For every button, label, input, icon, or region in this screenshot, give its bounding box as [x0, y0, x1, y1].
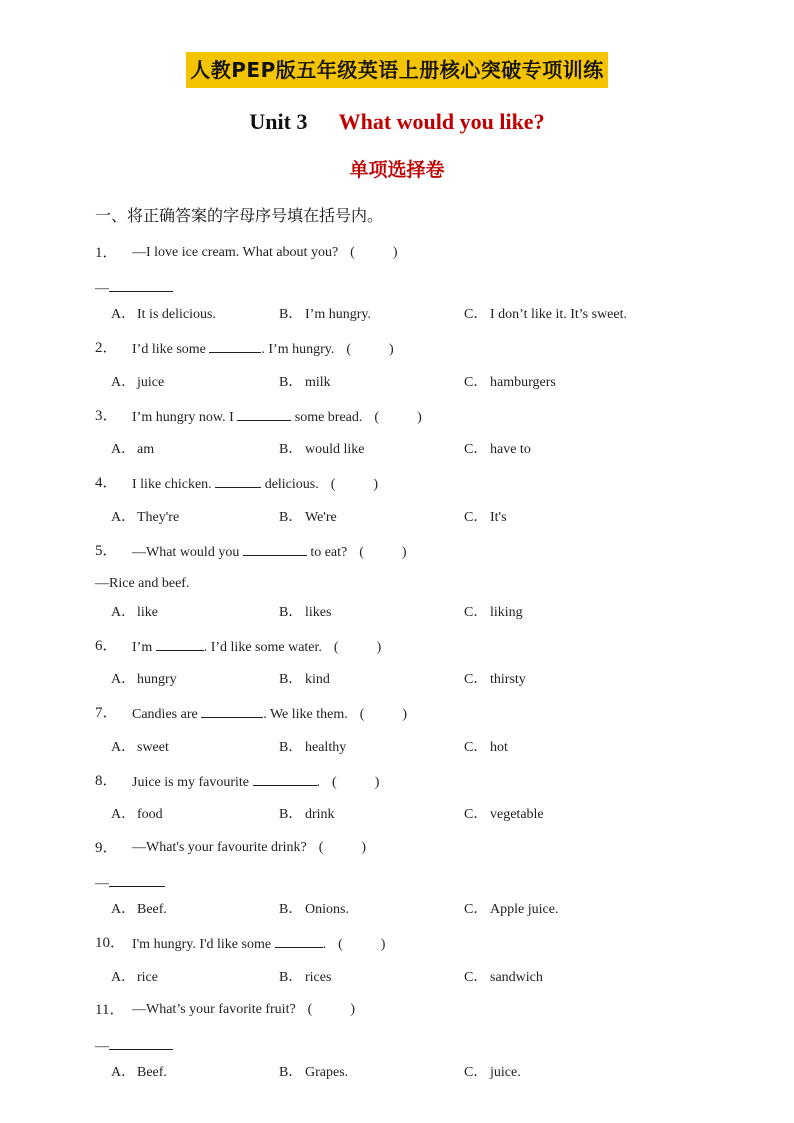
- option-text: am: [137, 442, 155, 457]
- option-text: It's: [490, 510, 507, 525]
- paren-close: ): [401, 545, 407, 560]
- option-text: hamburgers: [490, 375, 556, 390]
- option-letter: C．: [464, 1065, 488, 1080]
- paren-close: ): [373, 477, 379, 492]
- option-text: rice: [137, 970, 158, 985]
- option-b[interactable]: [279, 738, 346, 758]
- section-title: 一、将正确答案的字母序号填在括号内。: [95, 206, 384, 225]
- option-c[interactable]: [464, 805, 544, 825]
- question-number: 9．: [95, 840, 118, 856]
- reply-prefix: —: [95, 1039, 109, 1054]
- option-letter: B．: [279, 605, 303, 620]
- answer-parentheses[interactable]: [332, 773, 379, 793]
- question-stem: I’m hungry now. I: [132, 410, 238, 425]
- answer-parentheses[interactable]: [334, 638, 381, 658]
- option-text: hot: [490, 740, 508, 755]
- unit-heading: [0, 108, 794, 136]
- unit-title: What would you like?: [338, 109, 545, 134]
- option-text: I’m hungry.: [305, 307, 371, 322]
- paren-open: (: [318, 840, 324, 855]
- option-letter: C．: [464, 375, 488, 390]
- answer-parentheses[interactable]: [359, 543, 406, 563]
- reply-blank[interactable]: [109, 1035, 173, 1050]
- reply-text: [95, 574, 189, 594]
- reply-blank[interactable]: [109, 872, 165, 887]
- answer-parentheses[interactable]: [338, 935, 385, 955]
- question-text: [132, 838, 366, 858]
- option-text: Beef.: [137, 902, 167, 917]
- option-letter: C．: [464, 510, 488, 525]
- paren-close: ): [374, 775, 380, 790]
- answer-parentheses[interactable]: [374, 408, 421, 428]
- option-c[interactable]: [464, 738, 508, 758]
- question-number: 5．: [95, 543, 118, 559]
- option-c[interactable]: [464, 1063, 521, 1083]
- question-text: [132, 243, 398, 263]
- reply-prefix: —: [95, 281, 109, 296]
- option-b[interactable]: [279, 968, 331, 988]
- option-c[interactable]: [464, 968, 543, 988]
- option-b[interactable]: [279, 508, 337, 528]
- question-stem: —What's your favourite drink?: [132, 840, 307, 855]
- option-letter: A．: [111, 307, 136, 322]
- option-c[interactable]: [464, 440, 531, 460]
- question-number: 10．: [95, 935, 126, 951]
- option-letter: C．: [464, 672, 488, 687]
- answer-parentheses[interactable]: [350, 243, 397, 263]
- paren-open: (: [332, 775, 337, 790]
- option-letter: C．: [464, 605, 488, 620]
- question-stem: —What would you: [132, 545, 243, 560]
- option-letter: C．: [464, 442, 488, 457]
- question-text: [132, 1000, 355, 1020]
- question-number: 4．: [95, 475, 118, 491]
- option-a[interactable]: [111, 805, 163, 825]
- option-text: food: [137, 807, 163, 822]
- reply-prefix: —: [95, 876, 109, 891]
- question-stem: I’m: [132, 640, 156, 655]
- option-letter: B．: [279, 510, 303, 525]
- option-b[interactable]: [279, 805, 335, 825]
- option-letter: A．: [111, 375, 136, 390]
- question-number: 6．: [95, 638, 118, 654]
- option-letter: B．: [279, 442, 303, 457]
- option-a[interactable]: [111, 738, 169, 758]
- question-stem-tail: .: [322, 937, 327, 952]
- option-a[interactable]: [111, 1063, 167, 1083]
- option-text: likes: [305, 605, 332, 620]
- option-a[interactable]: [111, 440, 154, 460]
- option-letter: A．: [111, 807, 136, 822]
- option-a[interactable]: [111, 508, 179, 528]
- question-stem: I like chicken.: [132, 477, 216, 492]
- option-text: healthy: [305, 740, 347, 755]
- option-text: sandwich: [490, 970, 543, 985]
- option-a[interactable]: [111, 900, 167, 920]
- option-a[interactable]: [111, 373, 164, 393]
- question-number: 7．: [95, 705, 118, 721]
- question-stem: —What’s your favorite fruit?: [132, 1002, 296, 1017]
- question-text: [132, 933, 385, 955]
- option-letter: A．: [111, 510, 136, 525]
- question-stem-tail: . We like them.: [263, 707, 348, 722]
- option-letter: B．: [279, 807, 303, 822]
- question-text: [132, 636, 381, 658]
- paren-open: (: [307, 1002, 313, 1017]
- question-text: [132, 771, 379, 793]
- option-text: I don’t like it. It’s sweet.: [490, 307, 627, 322]
- question-stem: I'm hungry. I'd like some: [132, 937, 275, 952]
- reply-blank[interactable]: [109, 277, 173, 292]
- answer-blank[interactable]: [156, 636, 204, 651]
- option-letter: C．: [464, 307, 488, 322]
- question-number: 11．: [95, 1002, 125, 1018]
- option-text: drink: [305, 807, 335, 822]
- answer-parentheses[interactable]: [360, 705, 407, 725]
- question-text: [132, 541, 407, 563]
- paren-close: ): [380, 937, 386, 952]
- option-a[interactable]: [111, 603, 158, 623]
- question-stem: —I love ice cream. What about you?: [132, 245, 339, 260]
- option-a[interactable]: [111, 305, 216, 325]
- option-text: liking: [490, 605, 523, 620]
- paren-open: (: [346, 342, 352, 357]
- reply-text: [95, 872, 165, 894]
- option-letter: A．: [111, 1065, 136, 1080]
- question-number: 3．: [95, 408, 118, 424]
- paren-open: (: [333, 640, 339, 655]
- option-b[interactable]: [279, 603, 331, 623]
- option-text: We're: [305, 510, 337, 525]
- reply-text: [95, 277, 173, 299]
- paren-open: (: [330, 477, 336, 492]
- paren-open: (: [359, 545, 364, 560]
- worksheet-banner: 人教PEP版五年级英语上册核心突破专项训练: [186, 52, 607, 88]
- question-stem-tail: . I’d like some water.: [203, 640, 322, 655]
- option-letter: A．: [111, 605, 136, 620]
- answer-parentheses[interactable]: [308, 1000, 355, 1020]
- option-letter: B．: [279, 740, 303, 755]
- option-letter: B．: [279, 672, 303, 687]
- option-letter: A．: [111, 970, 136, 985]
- question-stem: Juice is my favourite: [132, 775, 253, 790]
- paren-close: ): [417, 410, 422, 425]
- option-b[interactable]: [279, 670, 330, 690]
- option-text: vegetable: [490, 807, 544, 822]
- option-text: juice: [137, 375, 165, 390]
- option-c[interactable]: [464, 305, 627, 325]
- paper-subtitle: 单项选择卷: [349, 159, 445, 181]
- question-text: [132, 473, 378, 495]
- unit-number: Unit 3: [249, 109, 308, 134]
- answer-blank[interactable]: [253, 771, 317, 786]
- question-number: 1．: [95, 245, 118, 261]
- option-text: kind: [305, 672, 330, 687]
- option-letter: C．: [464, 807, 488, 822]
- option-text: sweet: [137, 740, 169, 755]
- paren-open: (: [350, 245, 355, 260]
- option-letter: C．: [464, 970, 488, 985]
- answer-blank[interactable]: [201, 703, 263, 718]
- question-stem: Candies are: [132, 707, 202, 722]
- option-letter: B．: [279, 307, 303, 322]
- question-number: 8．: [95, 773, 118, 789]
- option-c[interactable]: [464, 603, 523, 623]
- option-a[interactable]: [111, 670, 177, 690]
- option-c[interactable]: [464, 900, 558, 920]
- option-letter: B．: [279, 1065, 303, 1080]
- option-letter: A．: [111, 672, 136, 687]
- question-stem-tail: delicious.: [261, 477, 319, 492]
- option-c[interactable]: [464, 508, 507, 528]
- banner-wrap: [0, 52, 794, 88]
- option-text: rices: [305, 970, 332, 985]
- question-text: [132, 703, 407, 725]
- option-b[interactable]: [279, 373, 331, 393]
- answer-blank[interactable]: [243, 541, 307, 556]
- paren-close: ): [361, 840, 367, 855]
- answer-parentheses[interactable]: [346, 340, 393, 360]
- option-b[interactable]: [279, 1063, 348, 1083]
- paren-open: (: [374, 410, 380, 425]
- question-stem-tail: some bread.: [291, 410, 363, 425]
- option-letter: A．: [111, 740, 136, 755]
- option-text: have to: [490, 442, 531, 457]
- option-a[interactable]: [111, 968, 158, 988]
- option-text: Onions.: [305, 902, 349, 917]
- paren-close: ): [402, 707, 408, 722]
- option-text: It is delicious.: [137, 307, 216, 322]
- paren-close: ): [392, 245, 398, 260]
- option-letter: B．: [279, 970, 303, 985]
- option-letter: A．: [111, 902, 136, 917]
- answer-blank[interactable]: [215, 473, 261, 488]
- option-text: Apple juice.: [490, 902, 559, 917]
- paren-open: (: [338, 937, 343, 952]
- paren-close: ): [389, 342, 394, 357]
- option-b[interactable]: [279, 440, 365, 460]
- paren-close: ): [350, 1002, 356, 1017]
- answer-parentheses[interactable]: [319, 838, 366, 858]
- option-text: Grapes.: [305, 1065, 349, 1080]
- option-b[interactable]: [279, 900, 349, 920]
- option-text: like: [137, 605, 158, 620]
- question-stem-tail: to eat?: [306, 545, 348, 560]
- question-text: [132, 406, 422, 428]
- option-text: Beef.: [137, 1065, 167, 1080]
- reply-text: [95, 1035, 173, 1057]
- option-text: They're: [137, 510, 180, 525]
- paren-close: ): [376, 640, 382, 655]
- answer-parentheses[interactable]: [331, 475, 378, 495]
- option-c[interactable]: [464, 373, 556, 393]
- question-stem-tail: . I’m hungry.: [261, 342, 335, 357]
- option-letter: C．: [464, 902, 488, 917]
- option-text: milk: [305, 375, 331, 390]
- option-letter: C．: [464, 740, 488, 755]
- option-b[interactable]: [279, 305, 371, 325]
- answer-blank[interactable]: [209, 338, 261, 353]
- option-letter: B．: [279, 902, 303, 917]
- option-text: would like: [305, 442, 365, 457]
- question-stem: I’d like some: [132, 342, 210, 357]
- option-letter: A．: [111, 442, 136, 457]
- option-letter: B．: [279, 375, 303, 390]
- reply-prefix: —Rice and beef.: [95, 576, 190, 591]
- option-text: thirsty: [490, 672, 526, 687]
- question-text: [132, 338, 394, 360]
- question-stem-tail: .: [316, 775, 321, 790]
- question-number: 2．: [95, 340, 118, 356]
- option-text: juice.: [490, 1065, 521, 1080]
- paren-open: (: [359, 707, 365, 722]
- option-text: hungry: [137, 672, 177, 687]
- answer-blank[interactable]: [237, 406, 291, 421]
- answer-blank[interactable]: [275, 933, 323, 948]
- option-c[interactable]: [464, 670, 526, 690]
